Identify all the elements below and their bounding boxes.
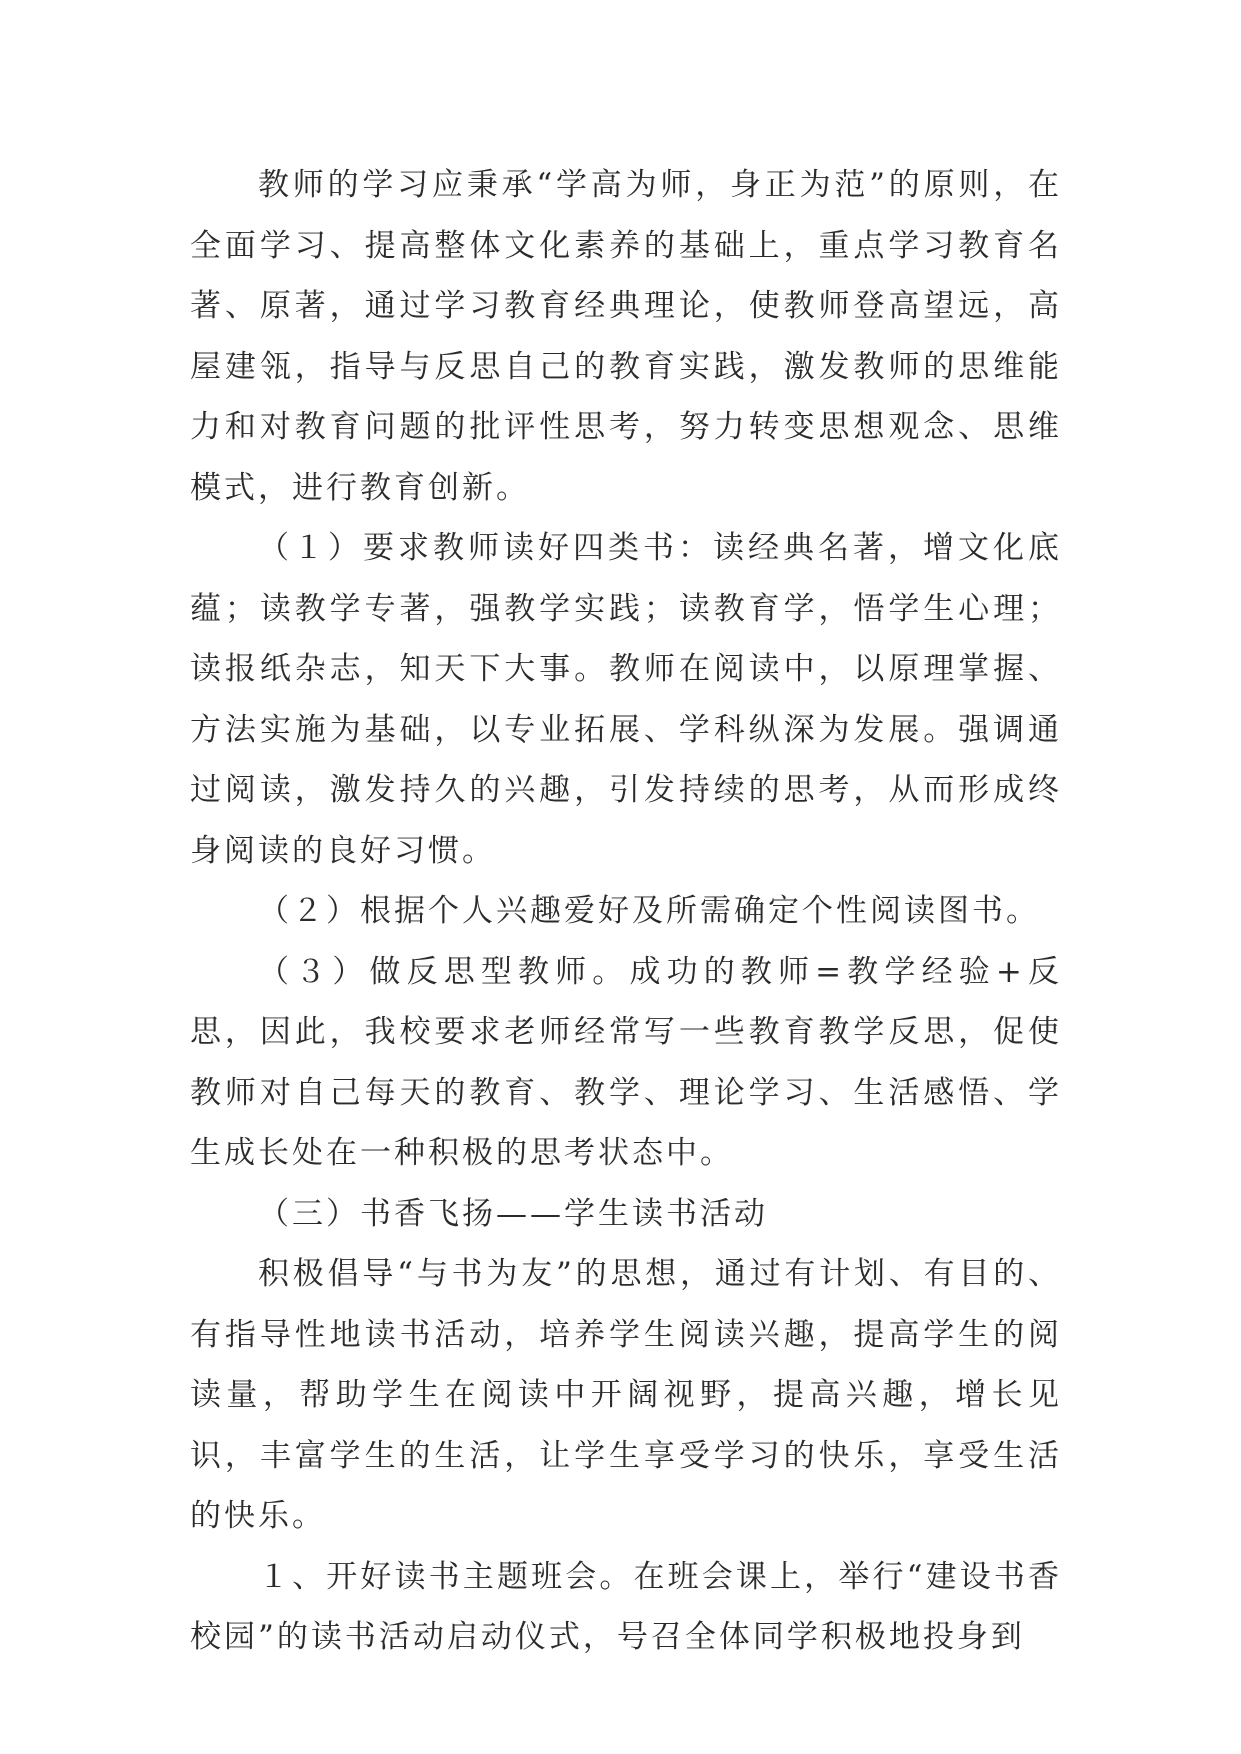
paragraph-reflective-teacher: （３）做反思型教师。成功的教师=教学经验+反思，因此，我校要求老师经常写一些教育教学反思，促使教师对自己每天的教育、教学、理论学习、生活感悟、学生成长处在一种积极的思考状态中。 bbox=[190, 953, 1062, 1171]
document-body bbox=[190, 155, 1062, 1668]
paragraph-personal-reading: （２）根据个人兴趣爱好及所需确定个性阅读图书。 bbox=[258, 893, 1040, 929]
paragraph-theme-class-meeting: １、开好读书主题班会。在班会课上，举行“建设书香校园”的读书活动启动仪式，号召全体同学积极地投身到 bbox=[190, 1558, 1062, 1655]
paragraph-four-types-books: （１）要求教师读好四类书：读经典名著，增文化底蕴；读教学专著，强教学实践；读教育学，悟学生心理；读报纸杂志，知天下大事。教师在阅读中，以原理掌握、方法实施为基础，以专业拓展、学科纵深为发展。强调通过阅读，激发持久的兴趣，引发持续的思考，从而形成终身阅读的良好习惯。 bbox=[190, 530, 1062, 869]
paragraph-teacher-learning: 教师的学习应秉承“学高为师，身正为范”的原则，在全面学习、提高整体文化素养的基础上，重点学习教育名著、原著，通过学习教育经典理论，使教师登高望远，高屋建瓴，指导与反思自己的教育实践，激发教师的思维能力和对教育问题的批评性思考，努力转变思想观念、思维模式，进行教育创新。 bbox=[190, 167, 1062, 506]
paragraph-friends-with-books: 积极倡导“与书为友”的思想，通过有计划、有目的、有指导性地读书活动，培养学生阅读兴趣，提高学生的阅读量，帮助学生在阅读中开阔视野，提高兴趣，增长见识，丰富学生的生活，让学生享受学习的快乐，享受生活的快乐。 bbox=[190, 1256, 1062, 1534]
section-heading-student-reading: （三）书香飞扬——学生读书活动 bbox=[258, 1195, 768, 1232]
